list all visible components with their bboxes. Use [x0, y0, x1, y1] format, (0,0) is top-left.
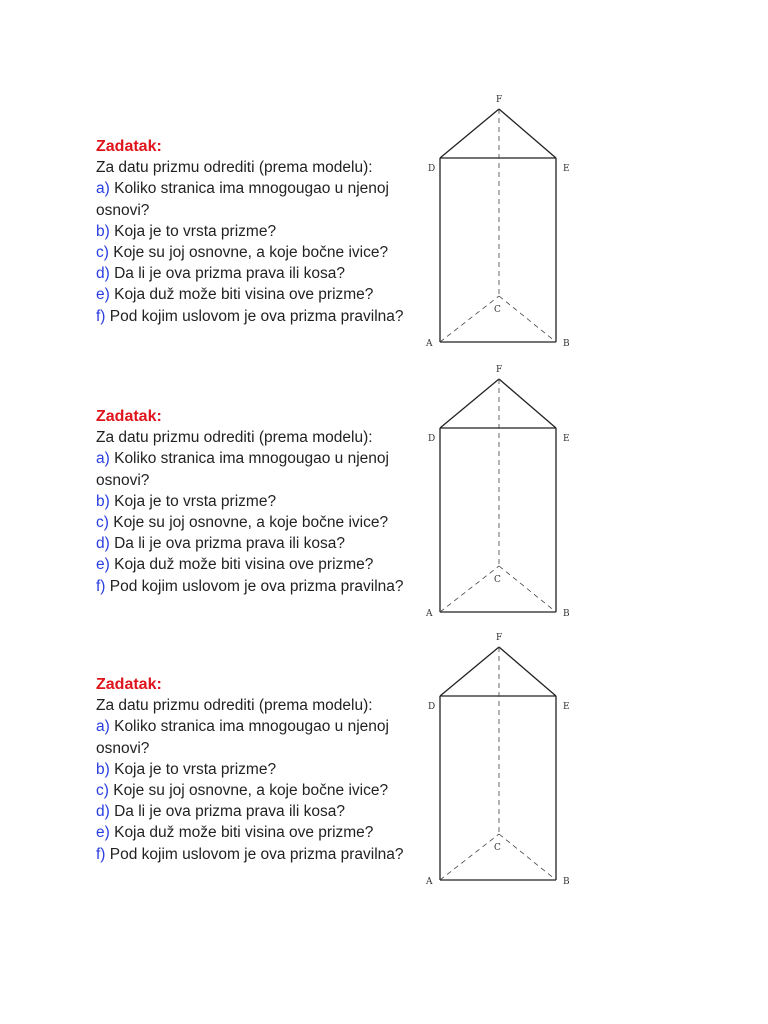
edge-AC [440, 834, 499, 880]
prism-diagram [420, 626, 580, 896]
question-text: Koliko stranica ima mnogougao u njenoj [109, 450, 389, 468]
question-letter: c) [96, 782, 109, 800]
prism-svg [420, 358, 580, 628]
question-letter: e) [96, 286, 110, 304]
question-text: Koja duž može biti visina ove prizme? [109, 824, 374, 842]
question-list [96, 178, 426, 326]
question-text: Pod kojim uslovom je ova prizma pravilna? [105, 307, 404, 325]
question-text: Koja je to vrsta prizme? [109, 222, 277, 240]
question-letter: d) [96, 265, 110, 283]
question-letter: b) [96, 222, 110, 240]
prism-svg [420, 626, 580, 896]
question-line [96, 759, 426, 780]
task-text [96, 136, 426, 327]
vertex-label-D: D [428, 702, 436, 712]
question-text: Da li je ova prizma prava ili kosa? [109, 265, 345, 283]
vertex-label-F: F [496, 633, 503, 643]
vertex-label-A: A [426, 877, 433, 887]
question-text: osnovi? [96, 471, 150, 489]
question-line [96, 470, 426, 491]
vertex-label-F: F [496, 365, 503, 375]
vertex-label-B: B [563, 877, 570, 887]
edge-DF [440, 379, 499, 428]
question-text: Da li je ova prizma prava ili kosa? [109, 535, 345, 553]
edge-CB [499, 834, 556, 880]
edge-AC [440, 296, 499, 342]
question-line [96, 284, 426, 305]
question-letter: b) [96, 760, 110, 778]
prism-diagram [420, 358, 580, 628]
task-block [0, 88, 768, 358]
task-title: Zadatak: [96, 408, 162, 425]
question-letter: c) [96, 514, 109, 532]
vertex-label-D: D [428, 164, 436, 174]
question-letter: f) [96, 845, 106, 863]
edge-FE [499, 379, 556, 428]
question-line [96, 844, 426, 865]
edge-CB [499, 296, 556, 342]
question-line [96, 306, 426, 327]
question-letter: c) [96, 244, 109, 262]
question-line [96, 448, 426, 469]
question-line [96, 716, 426, 737]
question-letter: e) [96, 824, 110, 842]
task-block [0, 626, 768, 896]
question-text: Koliko stranica ima mnogougao u njenoj [109, 718, 389, 736]
prism-svg [420, 88, 580, 358]
question-line [96, 738, 426, 759]
question-text: Koja duž može biti visina ove prizme? [109, 286, 374, 304]
edge-FE [499, 647, 556, 696]
task-intro: Za datu prizmu odrediti (prema modelu): [96, 697, 373, 715]
question-text: Koje su joj osnovne, a koje bočne ivice? [108, 514, 389, 532]
vertex-label-E: E [563, 702, 570, 712]
question-text: Da li je ova prizma prava ili kosa? [109, 803, 345, 821]
question-line [96, 512, 426, 533]
question-line [96, 200, 426, 221]
question-line [96, 533, 426, 554]
edge-FE [499, 109, 556, 158]
question-letter: a) [96, 450, 110, 468]
question-line [96, 491, 426, 512]
question-list [96, 716, 426, 864]
question-line [96, 780, 426, 801]
question-line [96, 801, 426, 822]
vertex-label-A: A [426, 609, 433, 619]
edge-CB [499, 566, 556, 612]
question-text: Koja je to vrsta prizme? [109, 492, 277, 510]
vertex-label-A: A [426, 339, 433, 349]
question-text: Koja je to vrsta prizme? [109, 760, 277, 778]
question-letter: f) [96, 577, 106, 595]
vertex-label-C: C [494, 575, 501, 585]
task-title: Zadatak: [96, 676, 162, 693]
question-line [96, 554, 426, 575]
question-letter: d) [96, 535, 110, 553]
vertex-label-C: C [494, 843, 501, 853]
vertex-label-B: B [563, 339, 570, 349]
question-text: Koliko stranica ima mnogougao u njenoj [109, 180, 389, 198]
vertex-label-C: C [494, 305, 501, 315]
question-text: Pod kojim uslovom je ova prizma pravilna? [105, 845, 404, 863]
question-line [96, 263, 426, 284]
task-text [96, 674, 426, 865]
question-letter: a) [96, 718, 110, 736]
vertex-label-F: F [496, 95, 503, 105]
prism-diagram [420, 88, 580, 358]
edge-DF [440, 647, 499, 696]
question-letter: a) [96, 180, 110, 198]
question-line [96, 178, 426, 199]
task-intro: Za datu prizmu odrediti (prema modelu): [96, 159, 373, 177]
question-text: osnovi? [96, 739, 150, 757]
edge-AC [440, 566, 499, 612]
question-text: osnovi? [96, 201, 150, 219]
question-text: Koja duž može biti visina ove prizme? [109, 556, 374, 574]
vertex-label-E: E [563, 434, 570, 444]
question-letter: f) [96, 307, 106, 325]
task-intro: Za datu prizmu odrediti (prema modelu): [96, 429, 373, 447]
question-line [96, 242, 426, 263]
task-block [0, 358, 768, 628]
question-line [96, 221, 426, 242]
question-line [96, 822, 426, 843]
question-line [96, 576, 426, 597]
vertex-label-B: B [563, 609, 570, 619]
question-letter: e) [96, 556, 110, 574]
vertex-label-E: E [563, 164, 570, 174]
question-text: Koje su joj osnovne, a koje bočne ivice? [108, 244, 389, 262]
question-text: Pod kojim uslovom je ova prizma pravilna? [105, 577, 404, 595]
edge-DF [440, 109, 499, 158]
vertex-label-D: D [428, 434, 436, 444]
question-letter: d) [96, 803, 110, 821]
task-text [96, 406, 426, 597]
task-title: Zadatak: [96, 138, 162, 155]
question-letter: b) [96, 492, 110, 510]
question-text: Koje su joj osnovne, a koje bočne ivice? [108, 782, 389, 800]
question-list [96, 448, 426, 596]
